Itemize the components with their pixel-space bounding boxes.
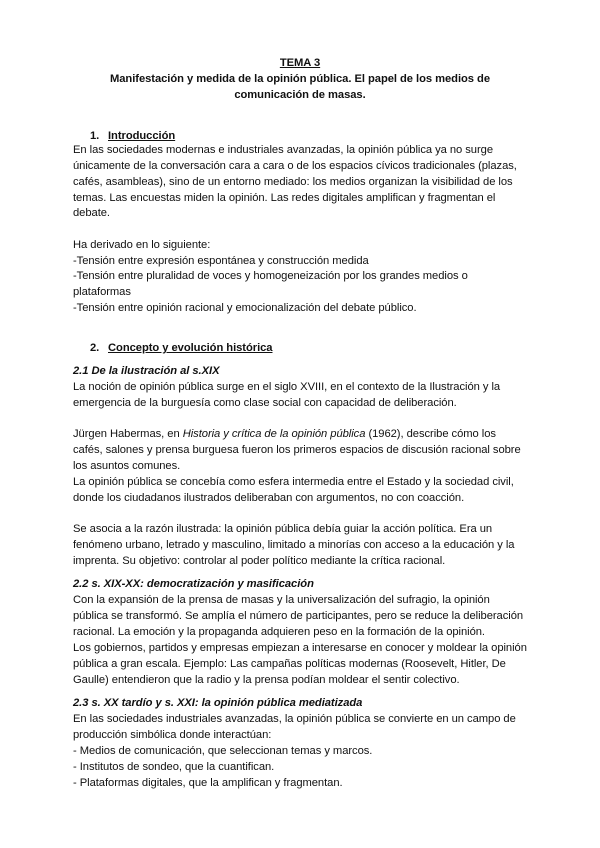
paragraph-line — [73, 426, 496, 442]
paragraph-line: fenómeno urbano, letrado y masculino, limitado a minorías con acceso a la educación y la — [73, 539, 515, 551]
list-item: - Institutos de sondeo, que la cuantifican. — [73, 761, 275, 773]
subsection-2-3-heading: 2.3 s. XX tardío y s. XXI: la opinión pública mediatizada — [73, 697, 363, 709]
paragraph-line: Ha derivado en lo siguiente: — [73, 239, 211, 251]
section-1-number: 1. — [90, 130, 100, 142]
tema-label: TEMA 3 — [279, 57, 321, 69]
paragraph-line: pública a gran escala. Ejemplo: Las campañas políticas modernas (Roosevelt, Hitler, De — [73, 658, 506, 670]
paragraph-line: Los gobiernos, partidos y empresas empiezan a interesarse en conocer y moldear la opinión — [73, 642, 527, 654]
section-2-heading — [90, 340, 272, 356]
list-item: - Medios de comunicación, que seleccionan temas y marcos. — [73, 745, 373, 757]
list-item: - Plataformas digitales, que la amplifican y fragmentan. — [73, 777, 343, 789]
paragraph-line: La noción de opinión pública surge en el siglo XVIII, en el contexto de la Ilustración y la — [73, 381, 501, 393]
paragraph-line: emergencia de la burguesía como clase social con capacidad de deliberación. — [73, 397, 457, 409]
list-item: plataformas — [73, 286, 131, 298]
paragraph-line: En las sociedades modernas e industriales avanzadas, la opinión pública ya no surge — [73, 144, 493, 156]
paragraph-line: pública se transformó. Se amplía el número de participantes, pero se reduce la deliberación — [73, 610, 524, 622]
section-2-number: 2. — [90, 342, 100, 354]
text-segment: Jürgen Habermas, en — [73, 428, 183, 440]
section-1-title: Introducción — [108, 130, 176, 142]
paragraph-line: En las sociedades industriales avanzadas, la opinión pública se convierte en un campo de — [73, 713, 516, 725]
text-segment: (1962), describe cómo los — [365, 428, 496, 440]
title-line-1: Manifestación y medida de la opinión pública. El papel de los medios de — [109, 73, 490, 85]
paragraph-line: Con la expansión de la prensa de masas y la universalización del sufragio, la opinión — [73, 594, 490, 606]
list-item: -Tensión entre expresión espontánea y construcción medida — [73, 255, 369, 267]
paragraph-line: racional. La emoción y la propaganda adquieren peso en la formación de la opinión. — [73, 626, 485, 638]
paragraph-line: producción simbólica donde interactúan: — [73, 729, 272, 741]
paragraph-line: La opinión pública se concebía como esfera intermedia entre el Estado y la sociedad civil, — [73, 476, 514, 488]
book-title: Historia y crítica de la opinión pública — [182, 428, 366, 440]
paragraph-line: temas. Las encuestas miden la opinión. Las redes digitales amplifican y fragmentan el — [73, 192, 496, 204]
section-2-title: Concepto y evolución histórica — [108, 342, 273, 354]
paragraph-line: imprenta. Su objetivo: controlar al poder político mediante la crítica racional. — [73, 555, 446, 567]
paragraph-line: los asuntos comunes. — [73, 460, 181, 472]
paragraph-line: donde los ciudadanos ilustrados deliberaban con argumentos, no con coacción. — [73, 492, 465, 504]
paragraph-line: Se asocia a la razón ilustrada: la opinión pública debía guiar la acción política. Era un — [73, 523, 493, 535]
title-line-2: comunicación de masas. — [234, 89, 366, 101]
paragraph-line: debate. — [73, 207, 110, 219]
paragraph-line: cafés, asambleas), sino de un entorno mediado: los medios organizan la visibilidad de los — [73, 176, 513, 188]
list-item: -Tensión entre opinión racional y emocionalización del debate público. — [73, 302, 417, 314]
paragraph-line: Gaulle) entendieron que la radio y la prensa podían moldear el sentir colectivo. — [73, 674, 460, 686]
list-item: -Tensión entre pluralidad de voces y homogeneización por los grandes medios o — [73, 270, 468, 282]
subsection-2-2-heading: 2.2 s. XIX-XX: democratización y masificación — [73, 578, 314, 590]
subsection-2-1-heading: 2.1 De la ilustración al s.XIX — [73, 365, 220, 377]
paragraph-line: únicamente de la conversación cara a cara o de los espacios cívicos tradicionales (plazas, — [73, 160, 517, 172]
paragraph-line: cafés, salones y prensa burguesa fueron los primeros espacios de discusión racional sobre — [73, 444, 521, 456]
